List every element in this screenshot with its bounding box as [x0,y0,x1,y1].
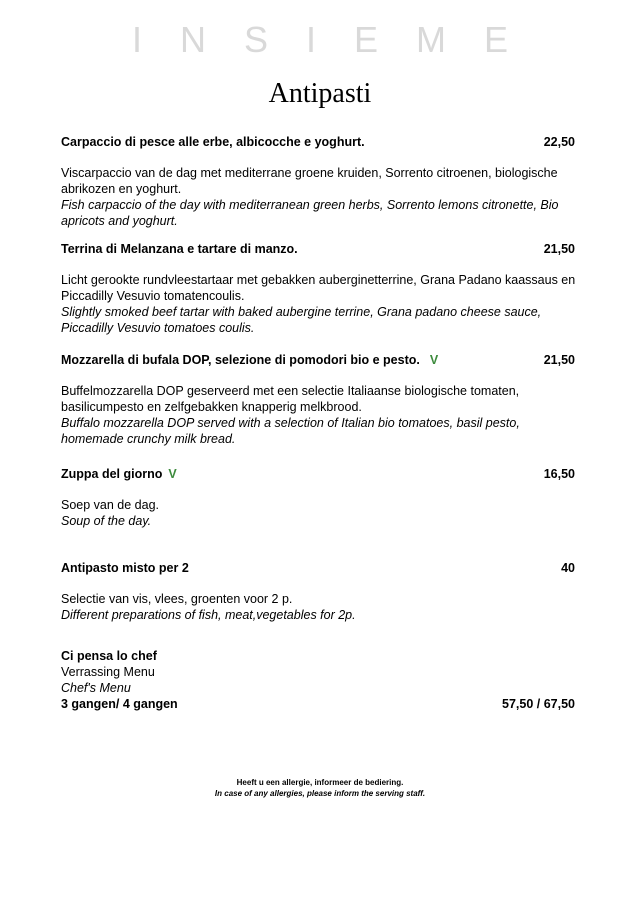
description-english: Fish carpaccio of the day with mediterranean green herbs, Sorrento lemons citronette, Bio apricots and yoghurt. [61,198,559,228]
description-dutch: Soep van de dag. [61,498,159,512]
allergy-notice [0,777,640,799]
description-english: Soup of the day. [61,514,152,528]
chef-menu-name-dutch: Verrassing Menu [61,665,155,679]
menu-item [61,351,577,447]
chef-menu-price: 57,50 / 67,50 [502,697,575,711]
allergy-notice-english: In case of any allergies, please inform the serving staff. [214,789,426,798]
description-dutch: Selectie van vis, vlees, groenten voor 2 p. [61,592,293,606]
chef-menu-name-english: Chef's Menu [61,681,131,695]
menu-item-header [61,351,577,369]
description-dutch: Licht gerookte rundvleestartaar met gebakken auberginetterrine, Grana Padano kaassaus en Piccadilly Vesuvio tomatencoulis. [61,273,576,303]
menu-item-name: Antipasto misto per 2 [61,561,189,575]
menu-item-name-text: Zuppa del giorno [61,467,163,481]
menu-item-description [61,591,577,623]
menu-item-description [61,383,577,447]
menu-item-name [61,465,177,483]
menu-item-price: 21,50 [543,353,575,367]
menu-item-description [61,272,577,336]
chef-menu [61,648,577,712]
menu-item [61,133,577,229]
menu-item-description [61,165,577,229]
menu-item-name-text: Mozzarella di bufala DOP, selezione di pomodori bio e pesto. [61,353,420,367]
menu-item-name: Terrina di Melanzana e tartare di manzo. [61,242,298,256]
brand-logo: INSIEME [131,19,547,60]
menu-item [61,559,577,623]
menu-item-price: 22,50 [543,135,575,149]
chef-menu-title: Ci pensa lo chef [61,649,157,663]
menu-item-price: 16,50 [543,467,575,481]
description-english: Slightly smoked beef tartar with baked aubergine terrine, Grana padano cheese sauce, Piccadilly Vesuvio tomatoes coulis. [61,305,542,335]
menu-item-header [61,559,577,577]
description-english: Different preparations of fish, meat,vegetables for 2p. [61,608,356,622]
menu-item [61,240,577,336]
description-dutch: Viscarpaccio van de dag met mediterrane groene kruiden, Sorrento citroenen, biologische abrikozen en yoghurt. [61,166,558,196]
menu-item-name [61,351,438,369]
menu-item-price: 21,50 [543,242,575,256]
menu-item-header [61,240,577,258]
menu-item-header [61,133,577,151]
menu-item [61,465,577,529]
vegetarian-icon: V [429,353,439,367]
menu-item-header [61,465,577,483]
description-english: Buffalo mozzarella DOP served with a selection of Italian bio tomatoes, basil pesto, homemade crunchy milk bread. [61,416,520,446]
chef-menu-price-row [61,696,577,712]
allergy-notice-dutch: Heeft u een allergie, informeer de bediering. [236,778,404,787]
vegetarian-icon: V [168,467,177,481]
menu-item-name: Carpaccio di pesce alle erbe, albicocche e yoghurt. [61,135,365,149]
section-title: Antipasti [268,78,372,109]
description-dutch: Buffelmozzarella DOP geserveerd met een selectie Italiaanse biologische tomaten, basilicumpesto en zelfgebakken knapperig melkbrood. [61,384,520,414]
menu-item-price: 40 [561,561,575,575]
menu-item-description [61,497,577,529]
chef-menu-courses: 3 gangen/ 4 gangen [61,697,178,711]
